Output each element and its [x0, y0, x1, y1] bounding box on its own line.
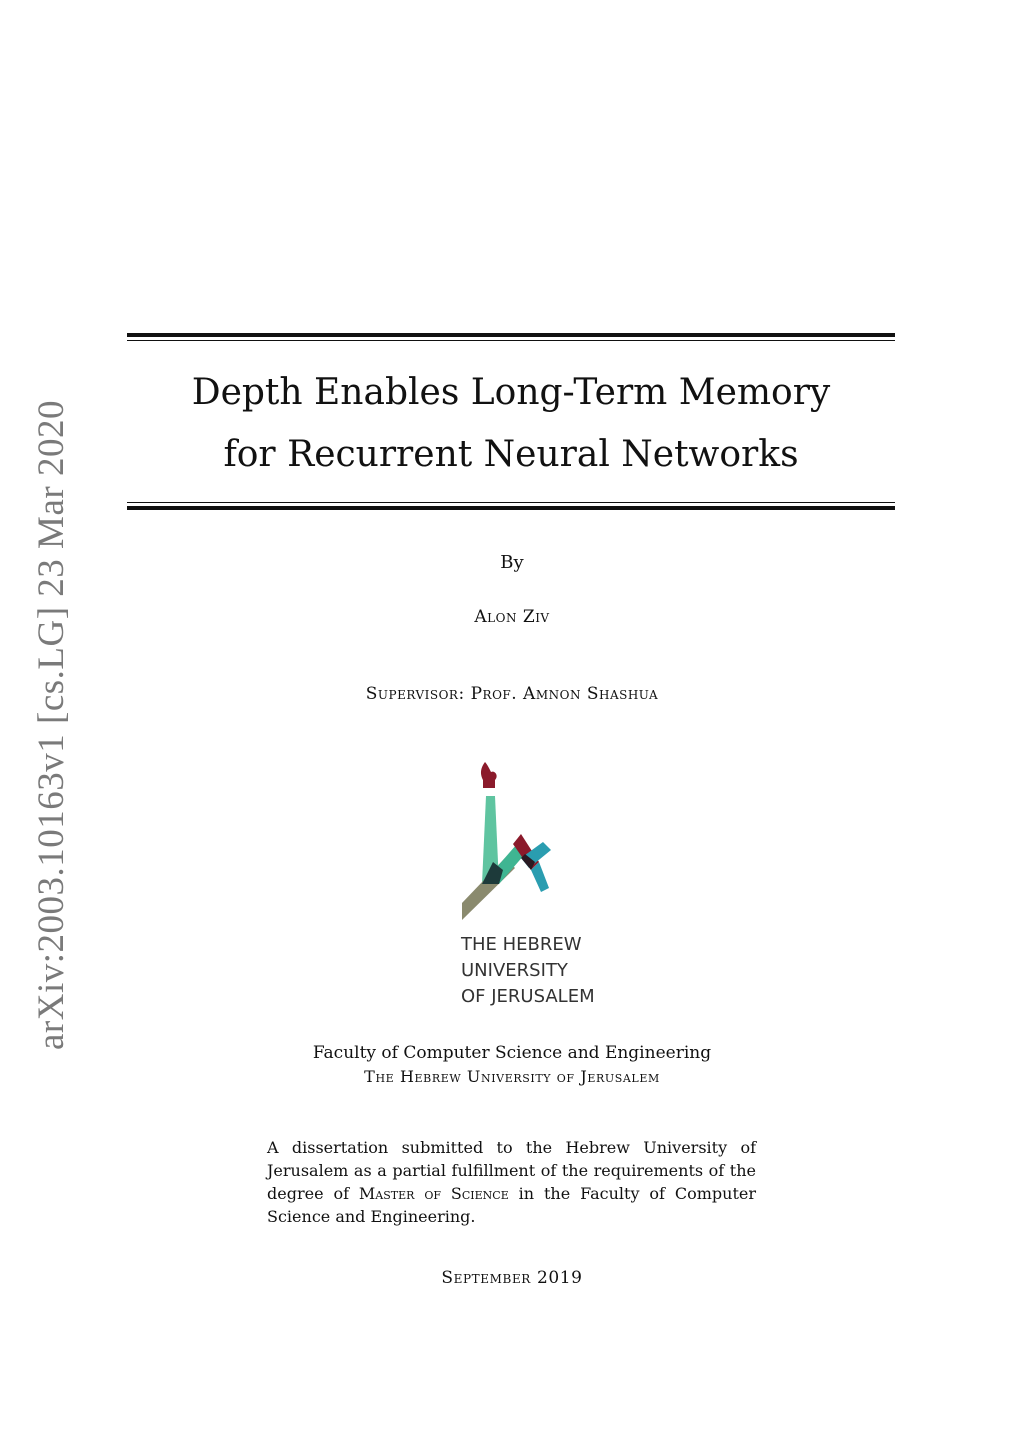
dissertation-statement: [267, 1136, 756, 1228]
submission-date: September 2019: [441, 1268, 583, 1288]
logo-line-2: UNIVERSITY: [461, 960, 568, 981]
top-rule: [127, 333, 895, 341]
hebrew-university-logo-icon: [455, 758, 565, 928]
author-name: Alon Ziv: [474, 607, 550, 627]
title-line-2: for Recurrent Neural Networks: [223, 434, 799, 475]
dissertation-text-1: A dissertation submitted to the Hebrew University of Jerusalem as a partial fulfillment of the requirements of the degree of: [267, 1138, 756, 1203]
university-logo-wordmark: [461, 932, 595, 1010]
university-name: The Hebrew University of Jerusalem: [364, 1067, 660, 1086]
arxiv-identifier: arXiv:2003.10163v1 [cs.LG] 23 Mar 2020: [31, 400, 72, 1050]
supervisor-line: Supervisor: Prof. Amnon Shashua: [365, 684, 659, 704]
dissertation-text-2: in the Faculty of Computer Science and Engineering.: [267, 1184, 757, 1226]
by-label: By: [500, 552, 524, 573]
faculty-name: Faculty of Computer Science and Engineering: [312, 1043, 712, 1063]
bottom-rule: [127, 502, 895, 510]
thesis-title: [127, 362, 895, 486]
degree-name: Master of Science: [358, 1184, 509, 1203]
title-line-1: Depth Enables Long-Term Memory: [191, 372, 831, 413]
logo-line-3: OF JERUSALEM: [461, 986, 595, 1007]
logo-line-1: THE HEBREW: [461, 934, 582, 955]
